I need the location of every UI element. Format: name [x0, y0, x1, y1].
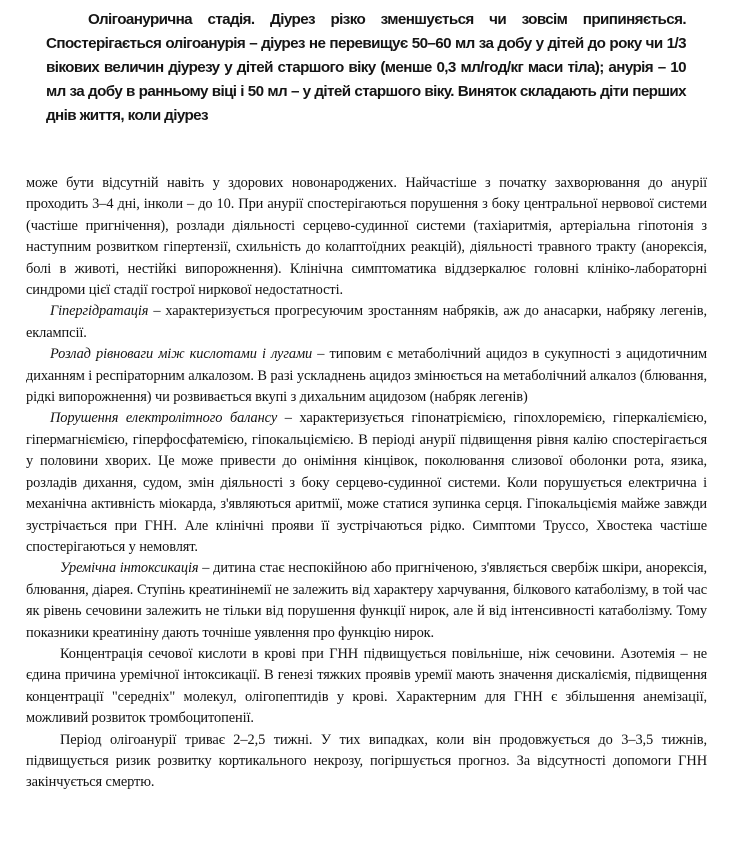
- term-acid-base: Розлад рівноваги між кислотами і лугами: [50, 346, 313, 363]
- text-acid-base: – типовим є метаболічний ацидоз в сукупності з ацидотичним диханням і респіраторним алкалозом. В разі ускладнень ацидоз змінюється на метаболічний алкалоз (блювання, рідкі випорожнення) чи розвивається вкупі з дихальним ацидозом (набряк легенів): [26, 346, 707, 406]
- paragraph-continuation: може бути відсутній навіть у здорових новонароджених. Найчастіше з початку захворювання до анурії проходить 3–4 дні, інколи – до 10. При анурії спостерігаються порушення з боку центральної нервової системи (частіше пригнічення), розлади діяльності серцево-судинної системи (тахіаритмія, артеріальна гіпотонія з наступним розвитком гіпертензії, схильність до колаптоїдних реакцій), діяльності травного тракту (анорексія, болі в животі, нестійкі випорожнення). Клінічна симптоматика віддзеркалює головні клініко-лабораторні синдроми цієї стадії гострої ниркової недостатності.: [26, 175, 707, 299]
- paragraph-uremic: [26, 558, 707, 644]
- text-uremic: – дитина стає неспокійною або пригніченою, з'являється свербіж шкіри, анорексія, блювання, діарея. Ступінь креатинінемії не залежить від характеру харчування, білкового катаболізму, в той час як рівень сечовини залежить не тільки від порушення функції нирок, але й від інтенсивності катаболізму. Тому показники креатиніну дають точніше уявлення про функцію нирок.: [26, 560, 707, 641]
- paragraph-uric-acid: Концентрація сечової кислоти в крові при ГНН підвищується повільніше, ніж сечовини. Азотемія – не єдина причина уремічної інтоксикації. В генезі тяжких проявів уремії мають значення дискаліємія, підвищення концентрації "середніх" молекул, олігопептидів у крові. Характерним для ГНН є збільшення анемізації, можливий розвиток тромбоцитопенії.: [26, 645, 707, 727]
- main-text-block: [26, 173, 707, 794]
- paragraph-hyperhydration: [26, 301, 707, 344]
- paragraph-electrolyte: [26, 408, 707, 558]
- text-hyperhydration: – характеризується прогресуючим зростанням набряків, аж до анасарки, набряку легенів, еклампсії.: [26, 303, 707, 341]
- oligoanuric-stage-paragraph: Олігоанурична стадія. Діурез різко зменшується чи зовсім припиняється. Спостерігається олігоанурія – діурез не перевищує 50–60 мл за добу у дітей до року чи 1/3 вікових величин діурезу у дітей старшого віку (менше 0,3 мл/год/кг маси тіла); анурія – 10 мл за добу в ранньому віці і 50 мл – у дітей старшого віку. Виняток складають діти перших днів життя, коли діурез: [46, 11, 686, 124]
- term-electrolyte: Порушення електролітного балансу: [50, 410, 278, 427]
- term-uremic: Уремічна інтоксикація: [60, 560, 199, 577]
- paragraph-oligoanuria-period: Період олігоанурії триває 2–2,5 тижні. У тих випадках, коли він продовжується до 3–3,5 тижнів, підвищується ризик розвитку кортикального некрозу, погіршується прогноз. За відсутності допомоги ГНН закінчується смертю.: [26, 731, 707, 791]
- term-hyperhydration: Гіпергідратація: [50, 303, 149, 320]
- paragraph-acid-base: [26, 344, 707, 408]
- text-electrolyte: – характеризується гіпонатріємією, гіпохлоремією, гіперкаліємією, гіпермагніємією, гіперфосфатемією, гіпокальціємією. В періоді анурії підвищення рівня калію спостерігається у половини хворих. Це може привести до оніміння кінцівок, поколювання слизової оболонки рота, язика, розладів дихання, судом, змін діяльності з боку серцево-судинної системи. Коли порушується електрична і механічна активність міокарда, з'являються аритмії, може статися зупинка серця. Гіпокальціємія майже завжди зустрічається при ГНН. Але клінічні прояви її зустрічаються рідко. Симптоми Труссо, Хвостека частіше спостерігаються у немовлят.: [26, 410, 707, 555]
- top-text-block: [46, 8, 686, 128]
